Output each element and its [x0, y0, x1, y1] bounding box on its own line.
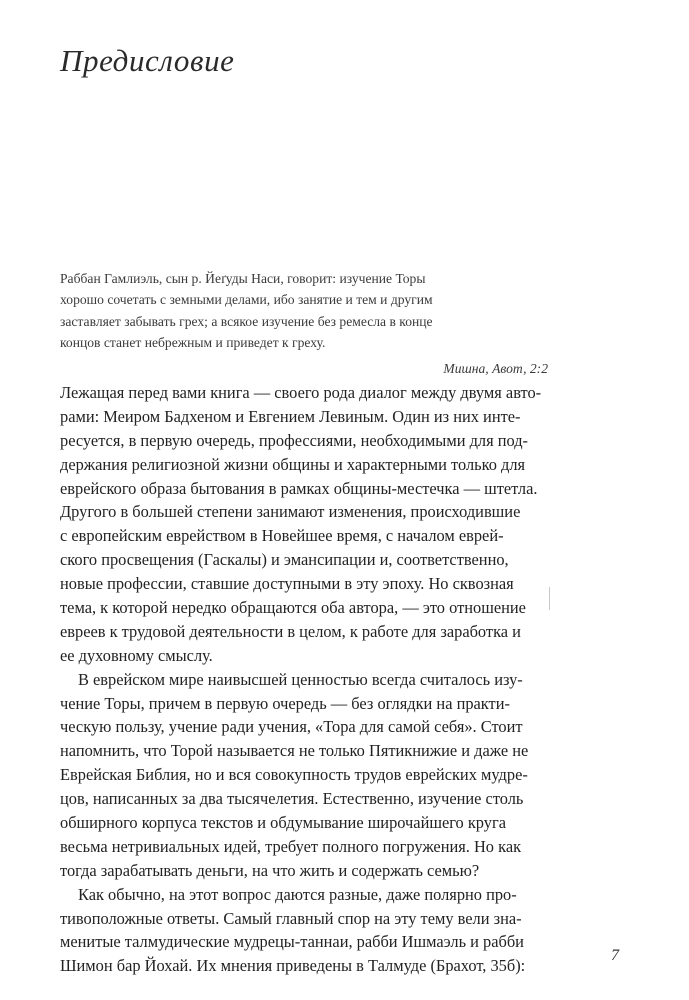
text-line: Как обычно, на этот вопрос даются разные, даже полярно про- — [78, 884, 517, 904]
epigraph-line: концов станет небрежным и приведет к греху. — [60, 334, 326, 350]
text-line: евреев к трудовой деятельности в целом, к работе для заработка и — [60, 621, 521, 641]
main-text — [60, 381, 556, 978]
epigraph-line: Раббан Гамлиэль, сын р. Йеґуды Наси, говорит: изучение Торы — [60, 271, 426, 286]
page-number: 7 — [611, 947, 619, 964]
text-line: Лежащая перед вами книга — своего рода диалог между двумя авто- — [60, 383, 542, 402]
text-line: тивоположные ответы. Самый главный спор на эту тему вели зна- — [60, 908, 522, 928]
text-line: весьма нетривиальных идей, требует полного погружения. Но как — [60, 836, 522, 856]
text-line: держания религиозной жизни общины и характерными только для — [60, 454, 526, 474]
epigraph-source: Мишна, Авот, 2:2 — [443, 361, 548, 377]
paragraph-1 — [60, 381, 556, 668]
text-line: Шимон бар Йохай. Их мнения приведены в Талмуде (Брахот, 35б): — [60, 956, 526, 976]
text-line: новые профессии, ставшие доступными в эту эпоху. Но сквозная — [60, 574, 514, 594]
text-line: обширного корпуса текстов и обдумывание широчайшего круга — [60, 813, 506, 833]
text-line: ского просвещения (Гаскалы) и эмансипации и, соответственно, — [60, 550, 509, 570]
text-line: тема, к которой нередко обращаются оба автора, — это отношение — [60, 598, 526, 618]
text-line: ресуется, в первую очередь, профессиями, необходимыми для под- — [60, 430, 529, 450]
text-line: рами: Меиром Бадхеном и Евгением Левиным. Один из них инте- — [60, 406, 521, 426]
text-line: цов, написанных за два тысячелетия. Естественно, изучение столь — [60, 789, 524, 809]
text-line: ее духовному смыслу. — [60, 645, 213, 665]
paragraph-2 — [60, 668, 556, 883]
text-line: чение Торы, причем в первую очередь — без оглядки на практи- — [60, 693, 510, 713]
epigraph — [60, 268, 550, 379]
text-line: тогда зарабатывать деньги, на что жить и содержать семью? — [60, 860, 480, 880]
text-line: напомнить, что Торой называется не только Пятикнижие и даже не — [60, 741, 529, 761]
text-line: Еврейская Библия, но и вся совокупность трудов еврейских мудре- — [60, 765, 528, 785]
epigraph-line: заставляет забывать грех; а всякое изучение без ремесла в конце — [60, 313, 433, 329]
margin-mark — [549, 587, 550, 610]
page-title: Предисловие — [60, 43, 235, 78]
epigraph-line: хорошо сочетать с земными делами, ибо занятие и тем и другим — [60, 292, 433, 308]
text-line: В еврейском мире наивысшей ценностью всегда считалось изу- — [78, 669, 523, 689]
text-line: менитые талмудические мудрецы-таннаи, рабби Ишмаэль и рабби — [60, 932, 524, 952]
paragraph-3 — [60, 883, 556, 979]
text-line: еврейского образа бытования в рамках общины-местечка — штетла. — [60, 478, 538, 498]
text-line: Другого в большей степени занимают изменения, происходившие — [60, 502, 521, 522]
text-line: с европейским еврейством в Новейшее время, с началом еврей- — [60, 526, 504, 546]
text-line: ческую пользу, учение ради учения, «Тора для самой себя». Стоит — [60, 717, 523, 737]
